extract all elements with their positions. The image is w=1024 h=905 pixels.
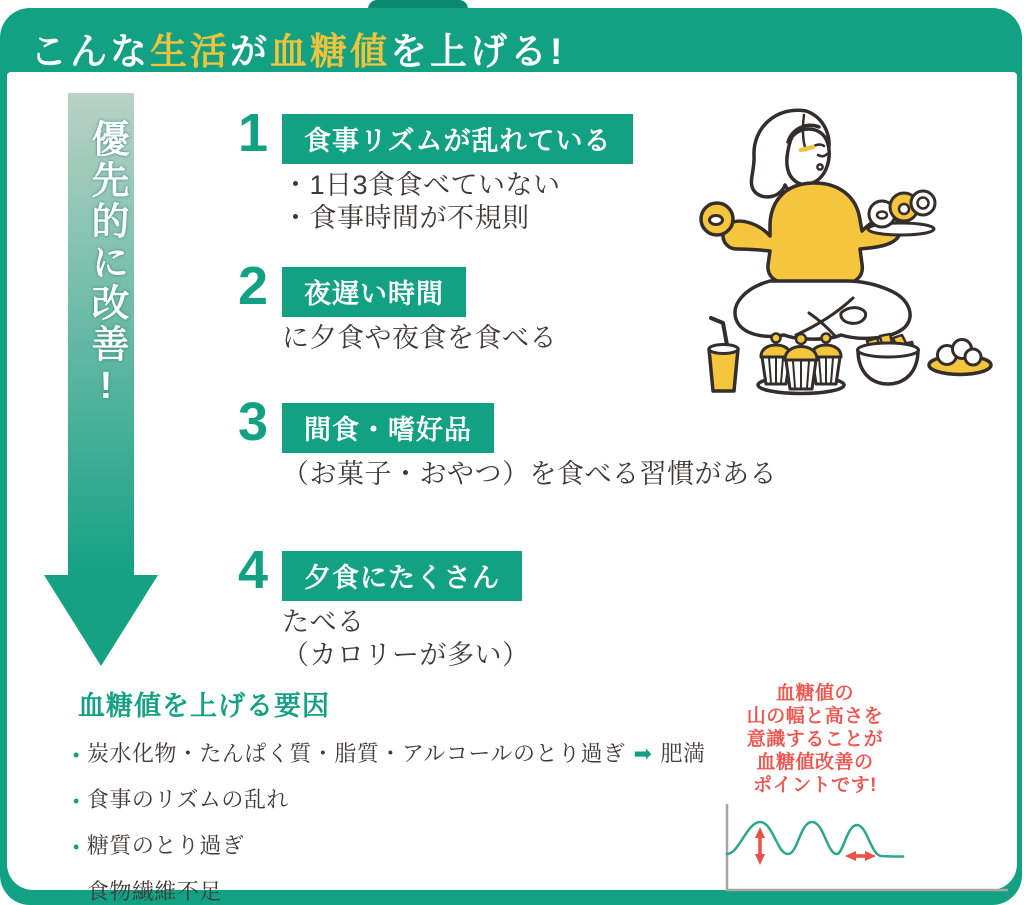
factors-heading: 血糖値を上げる要因 <box>78 691 330 721</box>
item-line: （カロリーが多い） <box>282 640 530 670</box>
item-body <box>282 458 777 491</box>
title-segment: こんな <box>30 31 150 72</box>
note-line: 血糖値の <box>775 683 854 704</box>
title-segment-highlight: 生活 <box>150 31 230 72</box>
glucose-note <box>715 682 915 797</box>
blush-mark <box>801 147 813 150</box>
item-1 <box>238 103 633 235</box>
item-body <box>282 606 530 672</box>
bullet-dot-icon: • <box>73 745 80 765</box>
arrow-head <box>44 575 158 666</box>
factor-text: 食事のリズムの乱れ <box>86 787 289 812</box>
item-line: に夕食や夜食を食べる <box>282 323 557 353</box>
page-title <box>30 21 565 75</box>
factor-text: 炭水化物・たんぱく質・脂質・アルコールのとり過ぎ <box>86 741 626 766</box>
bullet-dot-icon: • <box>73 791 80 811</box>
item-line: ・1日3食食べていない <box>282 170 561 200</box>
straw <box>711 318 727 345</box>
title-segment-highlight: 血糖値 <box>270 31 390 72</box>
factor-item <box>73 774 705 820</box>
foot <box>841 308 866 324</box>
item-2-header <box>238 256 557 317</box>
item-heading: 食事リズムが乱れている <box>282 114 633 164</box>
peak-width-arrow-icon <box>845 851 876 861</box>
note-line: 山の幅と高さを <box>746 706 884 727</box>
item-number: 4 <box>238 540 269 600</box>
item-heading: 夜遅い時間 <box>282 267 466 317</box>
cupcake <box>785 334 817 389</box>
peak-height-arrow-icon <box>755 827 765 865</box>
donut-hole <box>710 216 723 225</box>
item-number: 2 <box>238 256 269 316</box>
item-3 <box>238 392 777 491</box>
bullet-dot-icon: • <box>73 837 80 857</box>
priority-arrow-label: 優先的に改善! <box>85 118 127 410</box>
factor-result: 肥満 <box>660 741 706 766</box>
item-number: 3 <box>238 392 269 452</box>
item-line: （お菓子・おやつ）を食べる習慣がある <box>282 459 777 489</box>
title-segment: を上げる! <box>390 31 566 72</box>
item-line: ・食事時間が不規則 <box>282 203 530 233</box>
title-segment: が <box>230 31 270 72</box>
right-arrow-icon: ➡ <box>633 741 653 766</box>
factors-list <box>73 728 705 905</box>
legs <box>735 281 910 339</box>
factor-text: 糖質のとり過ぎ <box>86 833 245 858</box>
drink-cup <box>709 349 738 391</box>
item-body <box>282 322 557 355</box>
snack-bowl <box>858 334 919 384</box>
item-body <box>282 169 633 235</box>
item-4-header <box>238 540 530 601</box>
dumpling-plate <box>929 340 991 375</box>
item-4 <box>238 540 530 672</box>
item-line: たべる <box>282 607 365 637</box>
item-1-header <box>238 103 633 164</box>
item-heading: 間食・嗜好品 <box>282 403 494 453</box>
eyebrow <box>814 145 824 147</box>
factor-item <box>73 728 705 774</box>
illustration-woman-eating-sweets <box>675 98 1015 405</box>
item-heading: 夕食にたくさん <box>282 551 522 601</box>
glucose-spike-chart <box>715 798 1015 898</box>
note-line: 血糖値改善の <box>756 752 874 773</box>
bullet-dot-icon: • <box>73 883 80 903</box>
item-number: 1 <box>238 103 269 163</box>
factor-item <box>73 820 705 866</box>
note-line: 意識することが <box>746 729 884 750</box>
donut <box>911 191 935 215</box>
note-line: ポイントです! <box>753 775 877 796</box>
factor-text: 食物繊維不足 <box>86 879 222 904</box>
glucose-curve <box>727 822 903 857</box>
item-2 <box>238 256 557 355</box>
donut-hole <box>899 204 909 214</box>
chart-axes <box>727 804 1008 890</box>
factor-item <box>73 866 705 905</box>
item-3-header <box>238 392 777 453</box>
cup-rim <box>709 345 738 354</box>
